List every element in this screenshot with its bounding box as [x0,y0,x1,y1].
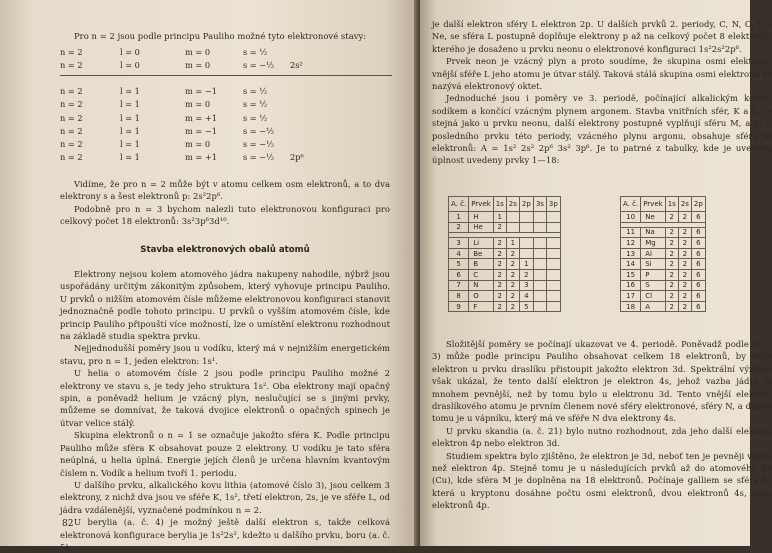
table-row [449,212,561,223]
table-cell: 14 [621,259,641,270]
column-header: 1s [493,197,506,212]
state-l: l = 1 [120,152,140,163]
table-cell [533,280,546,291]
table-cell [533,248,546,259]
table-cell [546,259,560,270]
state-m: m = +1 [185,112,217,123]
column-header: A. č. [449,197,469,212]
table-cell: 2 [493,280,506,291]
table-cell: 5 [449,259,469,270]
table-cell: S [641,280,665,291]
table-cell: 2 [506,259,519,270]
state-n: n = 2 [60,86,83,96]
table-cell: 1 [519,259,533,270]
table-cell: 6 [691,301,705,312]
state-s: s = ½ [243,112,268,123]
state-s: s = ½ [243,47,268,57]
paragraph: U berylia (a. č. 4) je možný ještě další elektron s, takže celková elektronová konfigurace berylia je 1s²2s², kdežto u dalšího prvku, boru (a. č. 5), [60,517,390,552]
table-cell: 2 [449,222,469,233]
table-cell: 1 [449,212,469,223]
table-row [449,248,561,259]
table-cell: 4 [519,291,533,302]
state-m: m = 0 [185,139,211,150]
table-cell: 3 [519,280,533,291]
state-l: l = 1 [120,99,140,110]
state-row [60,47,400,60]
state-l: l = 0 [120,47,140,57]
table-cell: 6 [691,227,705,238]
table-cell: 1 [506,238,519,249]
table-cell: Ne [641,212,665,223]
state-row [60,113,400,126]
state-note: 2s² [290,60,303,71]
state-row [60,152,400,165]
table-cell: 2 [519,269,533,280]
table-cell: N [469,280,493,291]
state-n: n = 2 [60,47,83,57]
column-header: 2p [519,197,533,212]
table-cell: He [469,222,493,233]
table-cell [546,248,560,259]
table-cell [533,212,546,223]
state-n: n = 2 [60,99,83,110]
table-row [621,269,706,280]
table-cell [533,269,546,280]
state-m: m = +1 [185,152,217,163]
table-cell: 2 [665,259,678,270]
table-cell: 6 [691,238,705,249]
states-divider [60,75,392,76]
state-row [60,139,400,152]
paragraph: Studiem spektra bylo zjištěno, že elektron je 3d, neboť ten je pevněji vázán než elektron 4p. Stejně tomu je u následujících prvků až do atomového 29 (Cu), kde sféra M je doplněna na 18 elektronů. Počínaje galliem se sféra N, která u kryptonu dosáhne počtu osmi elektronů, dvou elektronů 4s, šesti elektronů 4p. [432,450,772,511]
table-cell [533,238,546,249]
table-cell: H [469,212,493,223]
paragraph: Elektrony nejsou kolem atomového jádra nakupeny nahodile, nýbrž jsou uspořádány určitým zákonitým způsobem, který vyhovuje principu Pauliho. U prvků o nižším atomovém čísle můžeme elektronovou konfiguraci stanovit jednoznačně podle tohoto principu. U prvků o vyšším atomovém čísle, kde princip Pauliho připouští více možností, lze o umístění elektronu rozhodnout na základě studia spektra prvku. [60,269,390,342]
table-cell: 2 [493,248,506,259]
section-heading: Stavba elektronových obalů atomů [140,245,310,255]
state-s: s = −½ [243,125,275,136]
table-row [621,301,706,312]
column-header: 1s [665,197,678,212]
table-cell: 8 [449,291,469,302]
table-cell: Si [641,259,665,270]
table-cell: 2 [665,212,678,223]
paragraph: U dalšího prvku, alkalického kovu lithia (atomové číslo 3), jsou celkem 3 elektrony, z nichž dva jsou ve sféře K, 1s², třetí elektron, 2s, je ve sféře L, od jádra vzdálenější, vyznačené podmínkou n = 2. [60,479,390,515]
right-body-top [432,18,772,167]
table-row [621,248,706,259]
paragraph: Podobně pro n = 3 bychom nalezli tuto elektronovou konfiguraci pro celkový počet 18 elektronů: 3s²3p⁶3d¹⁰. [60,203,390,227]
state-row [60,86,400,99]
paragraph: Složitější poměry se počínají ukazovat ve 4. periodě. Poněvadž podle (n = 3) může podle principu Pauliho obsahovat celkem 18 elektronů, by další elektron u prvku draslíku přistoupit jakožto elektron 3d. Spektrální výzkum však ukázal, že tento další elektron je elektron 4s, jehož vazba jádro je mnohem pevnější, než by tomu bylo u elektronu 3d. Tento vnější elektron draslíkového atomu je prvním členem nové sféry elektronové, sféry N, a dobně tomu je u vápníku, který má ve sféře N dva elektrony 4s. [432,339,772,424]
table-row [449,301,561,312]
table-cell: 2 [678,238,691,249]
table-cell: 2 [493,291,506,302]
paragraph: Prvek neon je vzácný plyn a proto soudíme, že skupina osmi elektronů vnější sféře L jeho atomu je útvar stálý. Taková stálá skupina osmi elektronů se nazývá elektronový oktet. [432,56,772,92]
table-cell [546,222,560,233]
state-s: s = ½ [243,99,268,110]
body-text-top [60,178,390,228]
column-header: 2p [691,197,705,212]
state-l: l = 1 [120,125,140,136]
table-cell: 2 [665,280,678,291]
table-row [621,291,706,302]
table-row [449,291,561,302]
table-cell: 16 [621,280,641,291]
state-n: n = 2 [60,125,83,136]
table-cell: 18 [621,301,641,312]
column-header: Prvek [641,197,665,212]
state-l: l = 0 [120,60,140,71]
table-cell: 2 [678,227,691,238]
table-cell: 6 [691,269,705,280]
table-row [621,227,706,238]
body-text-bottom [60,268,390,553]
table-cell [533,259,546,270]
table-cell: 2 [506,291,519,302]
table-cell: 6 [691,291,705,302]
state-m: m = −1 [185,125,217,136]
table-cell: 2 [678,269,691,280]
table-cell [519,248,533,259]
state-s: s = −½ [243,139,275,150]
table-cell: 2 [493,259,506,270]
table-row [449,259,561,270]
table-cell: Al [641,248,665,259]
paragraph: Nejjednodušší poměry jsou u vodíku, který má v nejnižším energetickém stavu, pro n = 1, jeden elektron: 1s¹. [60,343,390,366]
table-row [621,280,706,291]
table-cell: 2 [665,227,678,238]
column-header: Prvek [469,197,493,212]
column-header: 2s [506,197,519,212]
table-cell: F [469,301,493,312]
table-row [449,280,561,291]
table-cell: 1 [493,212,506,223]
table-cell: 2 [678,301,691,312]
paragraph: je další elektron sféry L elektron 2p. U dalších prvků 2. periody, C, N, O, F a Ne, se sféra L postupně doplňuje elektrony p až na celkový počet 8 elektronů, kterého je dosaženo u prvku neonu o elektronové konfiguraci 1s²2s²2p⁶. [432,19,772,54]
table-cell: P [641,269,665,280]
table-cell: 6 [691,280,705,291]
table-cell: 2 [665,269,678,280]
state-row [60,99,400,112]
table-cell [533,222,546,233]
state-s: s = −½ [243,152,275,163]
intro-paragraph: Pro n = 2 jsou podle principu Pauliho možné tyto elektronové stavy: [74,31,367,41]
state-row [60,126,400,139]
table-cell: 11 [621,227,641,238]
state-row [60,60,400,73]
table-cell [533,301,546,312]
table-cell: Be [469,248,493,259]
state-m: m = 0 [185,60,211,71]
table-row [621,212,706,223]
state-n: n = 2 [60,139,83,150]
table-cell: 7 [449,280,469,291]
table-cell: 15 [621,269,641,280]
paragraph: U helia o atomovém čísle 2 jsou podle principu Pauliho možné 2 elektrony ve stavu s, je tedy jeho struktura 1s². Oba elektrony mají opačný spin, a poněvadž helium je vzácný plyn, neslučující se s jinými prvky, můžeme se domnívat, že taková dvojice elektronů o opačných spinech je útvar velice stálý. [60,368,390,428]
table-cell [519,238,533,249]
state-n: n = 2 [60,152,83,163]
table-cell: 6 [691,248,705,259]
column-header: A. č. [621,197,641,212]
table-cell: C [469,269,493,280]
state-n: n = 2 [60,112,83,123]
state-l: l = 1 [120,139,140,150]
paragraph: Jednoduché jsou i poměry ve 3. periodě, počínající alkalickým kovem sodíkem a končící vzácným plynem argonem. Stavba vnitřních sfér, K a L, je stejná jako u prvku neonu, další elektrony postupně vyplňují sféru M, a to u posledního prvku této periody, vzácného plynu argonu, obsahuje sféra M elektronů: A = 1s² 2s² 2p⁶ 3s² 3p⁶. Je to patrné z tabulky, kde je uvedena úplnost uvedeny prvky 1—18: [432,93,772,166]
table-cell [519,212,533,223]
table-cell [506,222,519,233]
state-s: s = −½ [243,60,275,71]
paragraph: U prvku skandia (a. č. 21) bylo nutno rozhodnout, zda jeho další elektron elektron 4p nebo elektron 3d. [432,425,772,449]
table-cell [546,212,560,223]
table-cell: 9 [449,301,469,312]
table-cell: 2 [678,280,691,291]
table-row [621,238,706,249]
table-cell: 2 [665,248,678,259]
table-cell [546,291,560,302]
table-cell: 2 [506,248,519,259]
table-row [449,222,561,233]
table-cell: 3 [449,238,469,249]
table-cell [546,301,560,312]
table-cell: 2 [506,269,519,280]
right-page [420,0,772,546]
paragraph: Skupina elektronů o n = 1 se označuje jakožto sféra K. Podle principu Pauliho může sféra K obsahovat pouze 2 elektrony. U vodíku je tato sféra neúplná, u helia úplná. Energie jejích členů je určena hlavním kvantovým číslem n. Vodík a helium tvoří 1. periodu. [60,430,390,478]
table-cell: 2 [678,291,691,302]
table-cell [506,212,519,223]
state-l: l = 1 [120,112,140,123]
state-m: m = −1 [185,86,217,96]
table-cell: 2 [665,238,678,249]
page-number: 82 [62,519,74,529]
column-header: 3p [546,197,560,212]
intro-text [60,30,390,42]
table-cell [546,269,560,280]
electron-config-table-left [448,196,561,312]
table-cell: 6 [449,269,469,280]
table-cell: 2 [678,212,691,223]
table-cell: 2 [493,269,506,280]
state-note: 2p⁶ [290,152,304,163]
table-cell: 2 [678,259,691,270]
table-cell: Cl [641,291,665,302]
paragraph: Vidíme, že pro n = 2 může být v atomu celkem osm elektronů, a to dva elektrony s a šest elektronů p: 2s²2p⁶. [60,179,390,202]
table-cell: A [641,301,665,312]
right-body-bottom [432,338,772,512]
table-cell: 13 [621,248,641,259]
table-cell: O [469,291,493,302]
table-cell: 5 [519,301,533,312]
table-cell: 2 [493,222,506,233]
table-cell: 2 [506,280,519,291]
table-cell: 6 [691,259,705,270]
table-cell: B [469,259,493,270]
table-row [621,259,706,270]
electron-states-table [60,47,400,163]
column-header: 2s [678,197,691,212]
table-row [449,238,561,249]
state-l: l = 1 [120,86,140,96]
table-cell [546,280,560,291]
state-m: m = 0 [185,99,211,110]
table-cell: 2 [506,301,519,312]
table-cell: Na [641,227,665,238]
table-cell: Li [469,238,493,249]
table-cell: Mg [641,238,665,249]
state-m: m = 0 [185,47,211,57]
table-cell: 2 [665,291,678,302]
column-header: 3s [533,197,546,212]
table-cell: 2 [665,301,678,312]
table-cell [533,291,546,302]
table-cell: 4 [449,248,469,259]
table-cell: 12 [621,238,641,249]
table-cell [519,222,533,233]
table-cell: 2 [678,248,691,259]
electron-config-table-right [620,196,706,312]
state-n: n = 2 [60,60,83,71]
table-cell: 6 [691,212,705,223]
state-s: s = ½ [243,86,268,96]
table-cell: 17 [621,291,641,302]
table-cell: 2 [493,238,506,249]
table-cell: 10 [621,212,641,223]
table-row [449,269,561,280]
table-cell [546,238,560,249]
table-cell: 2 [493,301,506,312]
